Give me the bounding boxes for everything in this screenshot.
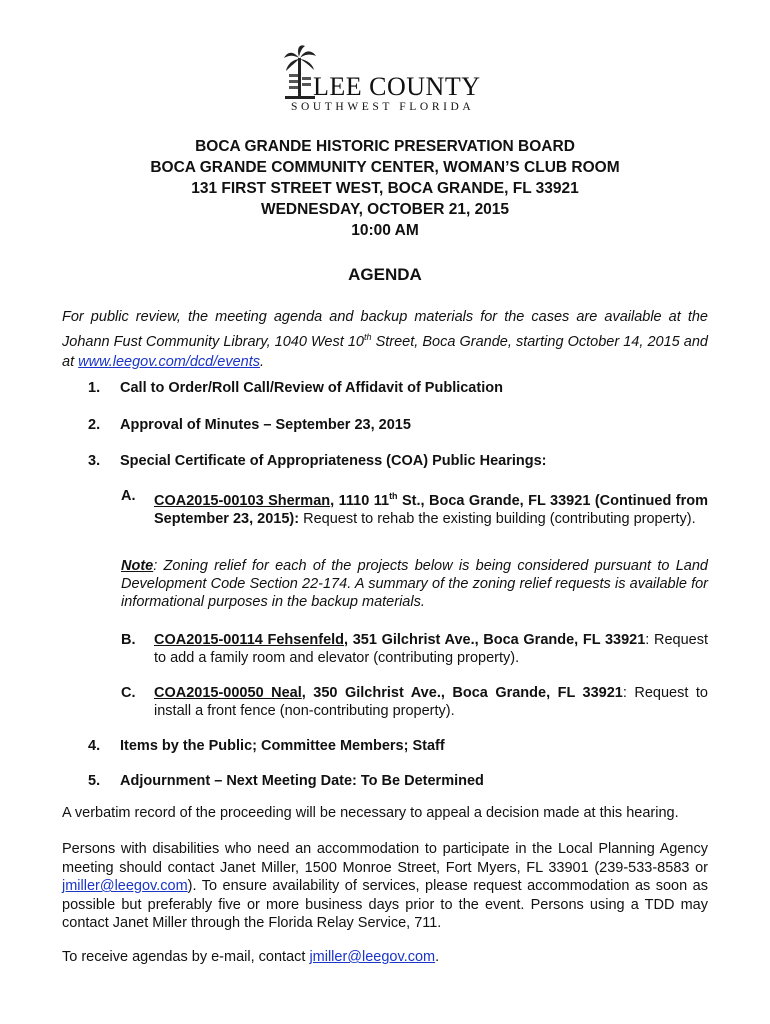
note-text: : Zoning relief for each of the projects below is being considered pursuant to Land Development Code Section 22-174. A summary of the zoning relief requests is available for informational purposes in the backup materials. bbox=[121, 558, 708, 610]
email-notice bbox=[62, 948, 708, 967]
item-number: 1. bbox=[88, 380, 101, 396]
item-text: Adjournment – Next Meeting Date: To Be Determined bbox=[120, 773, 484, 789]
intro-text-3: . bbox=[260, 353, 265, 370]
item-text: Special Certificate of Appropriateness (COA) Public Hearings: bbox=[120, 453, 547, 469]
note-label: Note bbox=[121, 558, 154, 574]
hearing-letter: A. bbox=[121, 488, 136, 504]
agenda-email-link[interactable]: jmiller@leegov.com bbox=[309, 949, 436, 965]
item-number: 2. bbox=[88, 417, 101, 433]
hearing-body bbox=[154, 684, 708, 720]
case-number: COA2015-00114 Fehsenfeld bbox=[154, 632, 345, 648]
case-description: : Request to install a front fence (non-contributing property). bbox=[154, 685, 708, 719]
item-number: 3. bbox=[88, 453, 101, 469]
palm-tree-logo-icon bbox=[283, 44, 317, 102]
accessibility-text-1: Persons with disabilities who need an accommodation to participate in the Local Planning Agency meeting should contact Janet Miller, 1500 Monroe Street, Fort Myers, FL 33901 (239-533-8583 or bbox=[62, 841, 708, 876]
accessibility-text-2: ). To ensure availability of services, please request accommodation as soon as possible but preferably five or more business days prior to the event. Persons using a TDD may contact Janet Miller through the Florida Relay Service, 711. bbox=[62, 878, 708, 931]
email-notice-text: To receive agendas by e-mail, contact bbox=[62, 949, 310, 965]
intro-text-2: Street, Boca Grande, starting October 14, 2015 and at bbox=[62, 333, 708, 370]
logo-subtitle: SOUTHWEST FLORIDA bbox=[291, 101, 475, 113]
intro-superscript: th bbox=[363, 332, 372, 342]
meeting-date: WEDNESDAY, OCTOBER 21, 2015 bbox=[260, 201, 510, 218]
agenda-title: AGENDA bbox=[348, 265, 422, 284]
hearing-body bbox=[154, 631, 708, 667]
case-address: , 351 Gilchrist Ave., Boca Grande, FL 33921 bbox=[344, 632, 646, 648]
events-link[interactable]: www.leegov.com/dcd/events bbox=[78, 353, 260, 370]
case-number: COA2015-00050 Neal bbox=[154, 685, 302, 701]
verbatim-notice: A verbatim record of the proceeding will be necessary to appeal a decision made at this hearing. bbox=[62, 805, 679, 821]
case-address: , 350 Gilchrist Ave., Boca Grande, FL 33921 bbox=[301, 685, 623, 701]
email-notice-end: . bbox=[435, 949, 440, 965]
case-number: COA2015-00103 Sherman bbox=[154, 492, 331, 509]
meeting-header bbox=[40, 136, 730, 241]
item-text: Items by the Public; Committee Members; Staff bbox=[120, 738, 445, 754]
case-description: : Request to add a family room and elevator (contributing property). bbox=[154, 632, 708, 666]
meeting-time: 10:00 AM bbox=[351, 222, 419, 239]
board-name: BOCA GRANDE HISTORIC PRESERVATION BOARD bbox=[195, 138, 575, 155]
item-text: Call to Order/Roll Call/Review of Affidavit of Publication bbox=[120, 380, 503, 396]
zoning-note bbox=[121, 557, 708, 611]
intro-paragraph bbox=[62, 307, 708, 372]
hearing-body bbox=[154, 487, 708, 528]
case-address-superscript: th bbox=[389, 491, 398, 501]
venue-name: BOCA GRANDE COMMUNITY CENTER, WOMAN’S CLUB ROOM bbox=[150, 159, 620, 176]
case-address-1: , 1110 11 bbox=[330, 492, 390, 509]
lee-county-logo bbox=[283, 44, 493, 116]
case-address-2: St., Boca Grande, FL 33921 (Continued from September 23, 2015): bbox=[154, 492, 709, 527]
intro-text-1: For public review, the meeting agenda and backup materials for the cases are available at the Johann Fust Community Library, 1040 West 10 bbox=[62, 309, 708, 350]
logo-name: LEE COUNTY bbox=[313, 72, 481, 101]
venue-address: 131 FIRST STREET WEST, BOCA GRANDE, FL 33921 bbox=[191, 180, 579, 197]
accessibility-notice bbox=[62, 840, 708, 933]
item-number: 4. bbox=[88, 738, 101, 754]
hearing-letter: C. bbox=[121, 685, 136, 701]
item-number: 5. bbox=[88, 773, 101, 789]
hearing-letter: B. bbox=[121, 632, 136, 648]
item-text: Approval of Minutes – September 23, 2015 bbox=[120, 417, 411, 433]
case-description: Request to rehab the existing building (contributing property). bbox=[299, 510, 696, 527]
contact-email-link[interactable]: jmiller@leegov.com bbox=[62, 878, 188, 894]
